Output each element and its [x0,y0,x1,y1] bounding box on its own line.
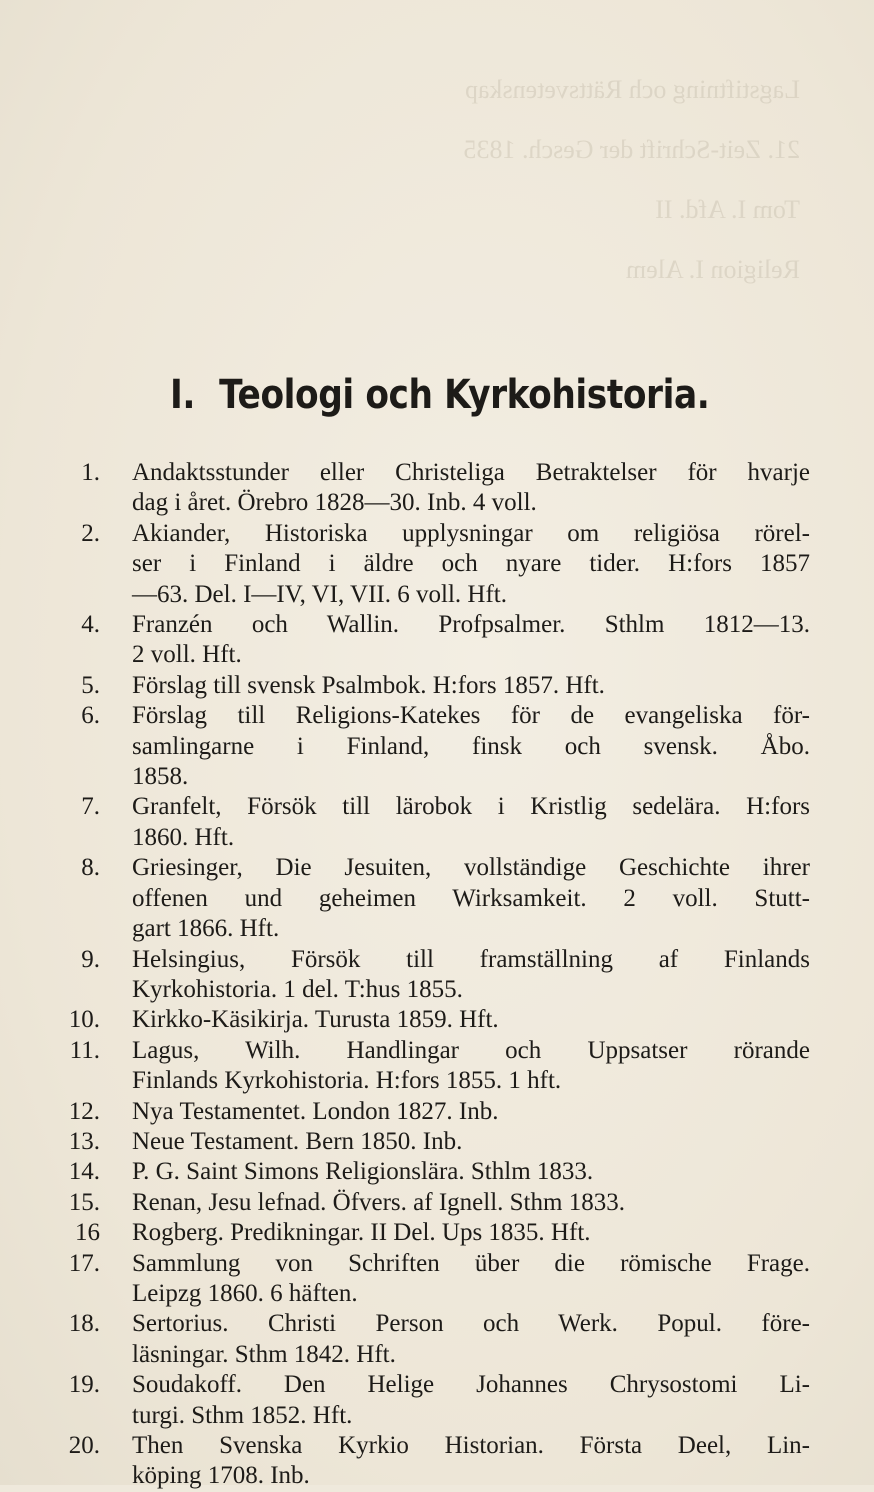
entry-text-line: läsningar. Sthm 1842. Hft. [132,1340,396,1368]
catalogue-entry [60,1218,810,1248]
entry-text-line: Renan, Jesu lefnad. Öfvers. af Ignell. Sthm 1833. [132,1188,625,1216]
catalogue-entry [60,610,810,671]
entry-text-line: Helsingius, Försök till framställning af Finlands [132,945,810,973]
entry-text-line: Then Svenska Kyrkio Historian. Första Deel, Lin- [132,1432,810,1459]
entry-text-line: dag i året. Örebro 1828—30. Inb. 4 voll. [132,489,537,517]
entry-number: 9. [81,945,100,973]
section-number: I. [170,372,196,418]
entry-number: 6. [81,702,100,730]
entry-number: 7. [81,793,100,821]
entry-number: 8. [81,854,100,882]
entry-text-line: Soudakoff. Den Helige Johannes Chrysostomi Li- [132,1371,810,1399]
bleed-line: Lagstiftning och Rättsvetenskap [464,75,800,104]
bleed-through-text [100,60,800,380]
entry-text-line: samlingarne i Finland, finsk och svensk. Åbo. [132,732,810,760]
catalogue-entry [60,519,810,610]
entry-text-line: 2 voll. Hft. [132,641,242,669]
catalogue-entry [60,1157,810,1187]
entry-number: 20. [68,1432,100,1459]
bleed-line: Religion I. Alem [625,255,800,284]
entry-text-line: Akiander, Historiska upplysningar om religiösa rörel- [132,519,810,547]
entry-number: 19. [68,1371,100,1399]
entry-number: 13. [68,1127,100,1155]
entry-text-line: Finlands Kyrkohistoria. H:fors 1855. 1 hft. [132,1067,562,1095]
bleed-line: 21. Zeit-Schrift der Gesch. 1835 [463,135,800,164]
catalogue-entry [60,1431,810,1492]
entry-text-line: P. G. Saint Simons Religionslära. Sthlm 1833. [132,1158,594,1186]
entry-text-line: offenen und geheimen Wirksamkeit. 2 voll. Stutt- [132,884,810,912]
entry-text-line: Kyrkohistoria. 1 del. T:hus 1855. [132,975,463,1003]
entry-number: 18. [68,1310,100,1338]
catalogue-entry [60,1036,810,1097]
entry-text-line: Kirkko-Käsikirja. Turusta 1859. Hft. [132,1006,499,1034]
entry-text-line: Förslag till Religions-Katekes för de evangeliska för- [132,702,810,730]
catalogue-entry [60,1005,810,1035]
entry-text-line: turgi. Sthm 1852. Hft. [132,1401,353,1429]
entry-text-line: 1858. [132,763,189,791]
catalogue-entry [60,1127,810,1157]
catalogue-entry [60,1097,810,1127]
catalogue-entry [60,671,810,701]
entry-number: 15. [68,1188,100,1216]
bleed-line: Tom I. Afd. II [655,195,800,224]
entry-text-line: köping 1708. Inb. [132,1462,310,1490]
catalogue-entry [60,1370,810,1431]
entry-number: 5. [81,671,100,699]
entry-number: 2. [81,519,100,547]
entry-text-line: Sammlung von Schriften über die römische Frage. [132,1249,810,1277]
entry-text-line: Nya Testamentet. London 1827. Inb. [132,1097,499,1125]
catalogue-entry [60,853,810,944]
catalogue-entry [60,1309,810,1370]
entry-number: 17. [68,1249,100,1277]
catalogue-entry [60,701,810,792]
entry-text-line: Neue Testament. Bern 1850. Inb. [132,1127,463,1155]
catalogue-entry [60,945,810,1006]
entry-number: 14. [68,1158,100,1186]
catalogue-entry [60,458,810,519]
entry-number: 10. [68,1006,100,1034]
entry-text-line: ser i Finland i äldre och nyare tider. H:fors 1857 [132,550,810,578]
entry-number: 12. [68,1097,100,1125]
entry-text-line: Lagus, Wilh. Handlingar och Uppsatser rörande [132,1036,810,1064]
entry-text-line: Granfelt, Försök till lärobok i Kristlig sedelära. H:fors [132,793,810,821]
entry-text-line: 1860. Hft. [132,823,235,851]
section-title: Teologi och Kyrkohistoria. [219,372,710,418]
entry-number: 1. [81,459,100,486]
entry-text-line: Andaktsstunder eller Christeliga Betraktelser för hvarje [132,459,810,486]
entry-number: 16 [75,1219,100,1247]
entry-text-line: Griesinger, Die Jesuiten, vollständige Geschichte ihrer [132,854,810,882]
section-heading [170,372,710,418]
catalogue-entry [60,1249,810,1310]
entry-number: 4. [81,611,100,639]
entry-text-line: Förslag till svensk Psalmbok. H:fors 1857. Hft. [132,671,605,699]
entry-text-line: —63. Del. I—IV, VI, VII. 6 voll. Hft. [132,580,507,608]
entry-text-line: gart 1866. Hft. [132,915,280,943]
catalogue-list [60,458,810,1492]
entry-number: 11. [69,1036,100,1064]
entry-text-line: Rogberg. Predikningar. II Del. Ups 1835. Hft. [132,1219,591,1247]
entry-text-line: Franzén och Wallin. Profpsalmer. Sthlm 1812—13. [132,611,810,639]
entry-text-line: Sertorius. Christi Person och Werk. Popul. före- [132,1310,810,1338]
catalogue-entry [60,792,810,853]
catalogue-entry [60,1188,810,1218]
entry-text-line: Leipzg 1860. 6 häften. [132,1279,358,1307]
